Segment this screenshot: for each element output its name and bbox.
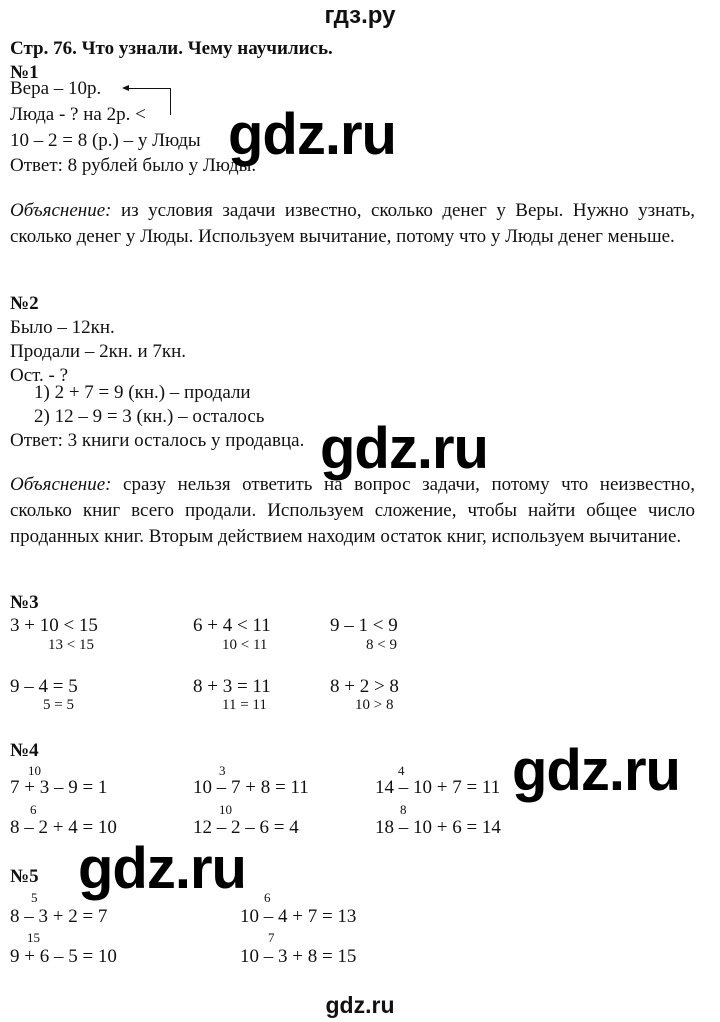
task5-expr: 8 – 3 + 2 = 7: [10, 906, 108, 927]
task2-line: Продали – 2кн. и 7кн.: [10, 341, 187, 362]
task4-hint: 4: [398, 763, 405, 778]
task1-line: 10 – 2 = 8 (р.) – у Люды: [10, 130, 201, 151]
task5-expr: 10 – 3 + 8 = 15: [240, 946, 357, 967]
task4-expr: 8 – 2 + 4 = 10: [10, 817, 117, 838]
arrow-line: [170, 88, 171, 115]
task3-expr: 9 – 4 = 5: [10, 676, 78, 697]
task4-expr: 18 – 10 + 6 = 14: [375, 817, 501, 838]
task2-step: 2) 12 – 9 = 3 (кн.) – осталось: [34, 406, 265, 427]
task3-expr: 6 + 4 < 11: [193, 615, 271, 636]
task4-expr: 10 – 7 + 8 = 11: [193, 777, 309, 798]
watermark: gdz.ru: [78, 836, 246, 901]
task4-number: №4: [10, 740, 39, 761]
task1-number: №1: [10, 62, 39, 83]
task2-number: №2: [10, 293, 39, 314]
task2-explanation: [10, 472, 695, 550]
task1-line: Вера – 10р.: [10, 78, 102, 99]
task3-result: 10 > 8: [355, 697, 394, 713]
task1-line: Люда - ? на 2р. <: [10, 104, 146, 125]
site-footer: gdz.ru: [325, 992, 395, 1018]
task3-result: 13 < 15: [48, 637, 94, 653]
watermark: gdz.ru: [512, 738, 680, 803]
task4-expr: 7 + 3 – 9 = 1: [10, 777, 108, 798]
task5-hint: 15: [27, 930, 40, 945]
task4-expr: 12 – 2 – 6 = 4: [193, 817, 299, 838]
task4-expr: 14 – 10 + 7 = 11: [375, 777, 501, 798]
explanation-text: сразу нельзя ответить на вопрос задачи, потому что неизвестно, сколько книг всего продали. Используем сложение, чтобы найти общее число проданных книг. Вторым действием находим остаток книг, используем вычитание.: [10, 474, 695, 547]
task3-result: 11 = 11: [222, 697, 267, 713]
task4-hint: 6: [30, 802, 37, 817]
task5-hint: 7: [268, 930, 275, 945]
task3-expr: 9 – 1 < 9: [330, 615, 398, 636]
task3-result: 8 < 9: [366, 637, 397, 653]
task4-hint: 8: [400, 802, 407, 817]
task5-number: №5: [10, 866, 39, 887]
task5-expr: 9 + 6 – 5 = 10: [10, 946, 117, 967]
task2-line: Было – 12кн.: [10, 317, 115, 338]
task4-hint: 3: [219, 763, 226, 778]
task5-expr: 10 – 4 + 7 = 13: [240, 906, 357, 927]
task3-expr: 3 + 10 < 15: [10, 615, 98, 636]
task5-hint: 6: [264, 890, 271, 905]
task1-explanation: [10, 198, 695, 250]
explanation-text: из условия задачи известно, сколько денег у Веры. Нужно узнать, сколько денег у Люды. Используем вычитание, потому что у Люды денег меньше.: [10, 200, 695, 247]
task2-answer: Ответ: 3 книги осталось у продавца.: [10, 430, 305, 451]
task5-hint: 5: [31, 890, 38, 905]
task3-result: 5 = 5: [43, 697, 74, 713]
explanation-label: Объяснение:: [10, 474, 112, 495]
watermark: gdz.ru: [228, 102, 396, 167]
task3-expr: 8 + 3 = 11: [193, 676, 271, 697]
task2-step: 1) 2 + 7 = 9 (кн.) – продали: [34, 382, 251, 403]
explanation-label: Объяснение:: [10, 200, 112, 221]
page-title: Стр. 76. Что узнали. Чему научились.: [10, 38, 333, 59]
task3-result: 10 < 11: [222, 637, 268, 653]
task2-line: Ост. - ?: [10, 365, 69, 386]
task3-number: №3: [10, 592, 39, 613]
site-header: гдз.ру: [324, 2, 396, 29]
task1-answer: Ответ: 8 рублей было у Люды.: [10, 155, 257, 176]
arrow-line: [127, 88, 171, 89]
task3-expr: 8 + 2 > 8: [330, 676, 399, 697]
task4-hint: 10: [28, 763, 41, 778]
watermark: gdz.ru: [320, 416, 488, 481]
task4-hint: 10: [219, 802, 232, 817]
